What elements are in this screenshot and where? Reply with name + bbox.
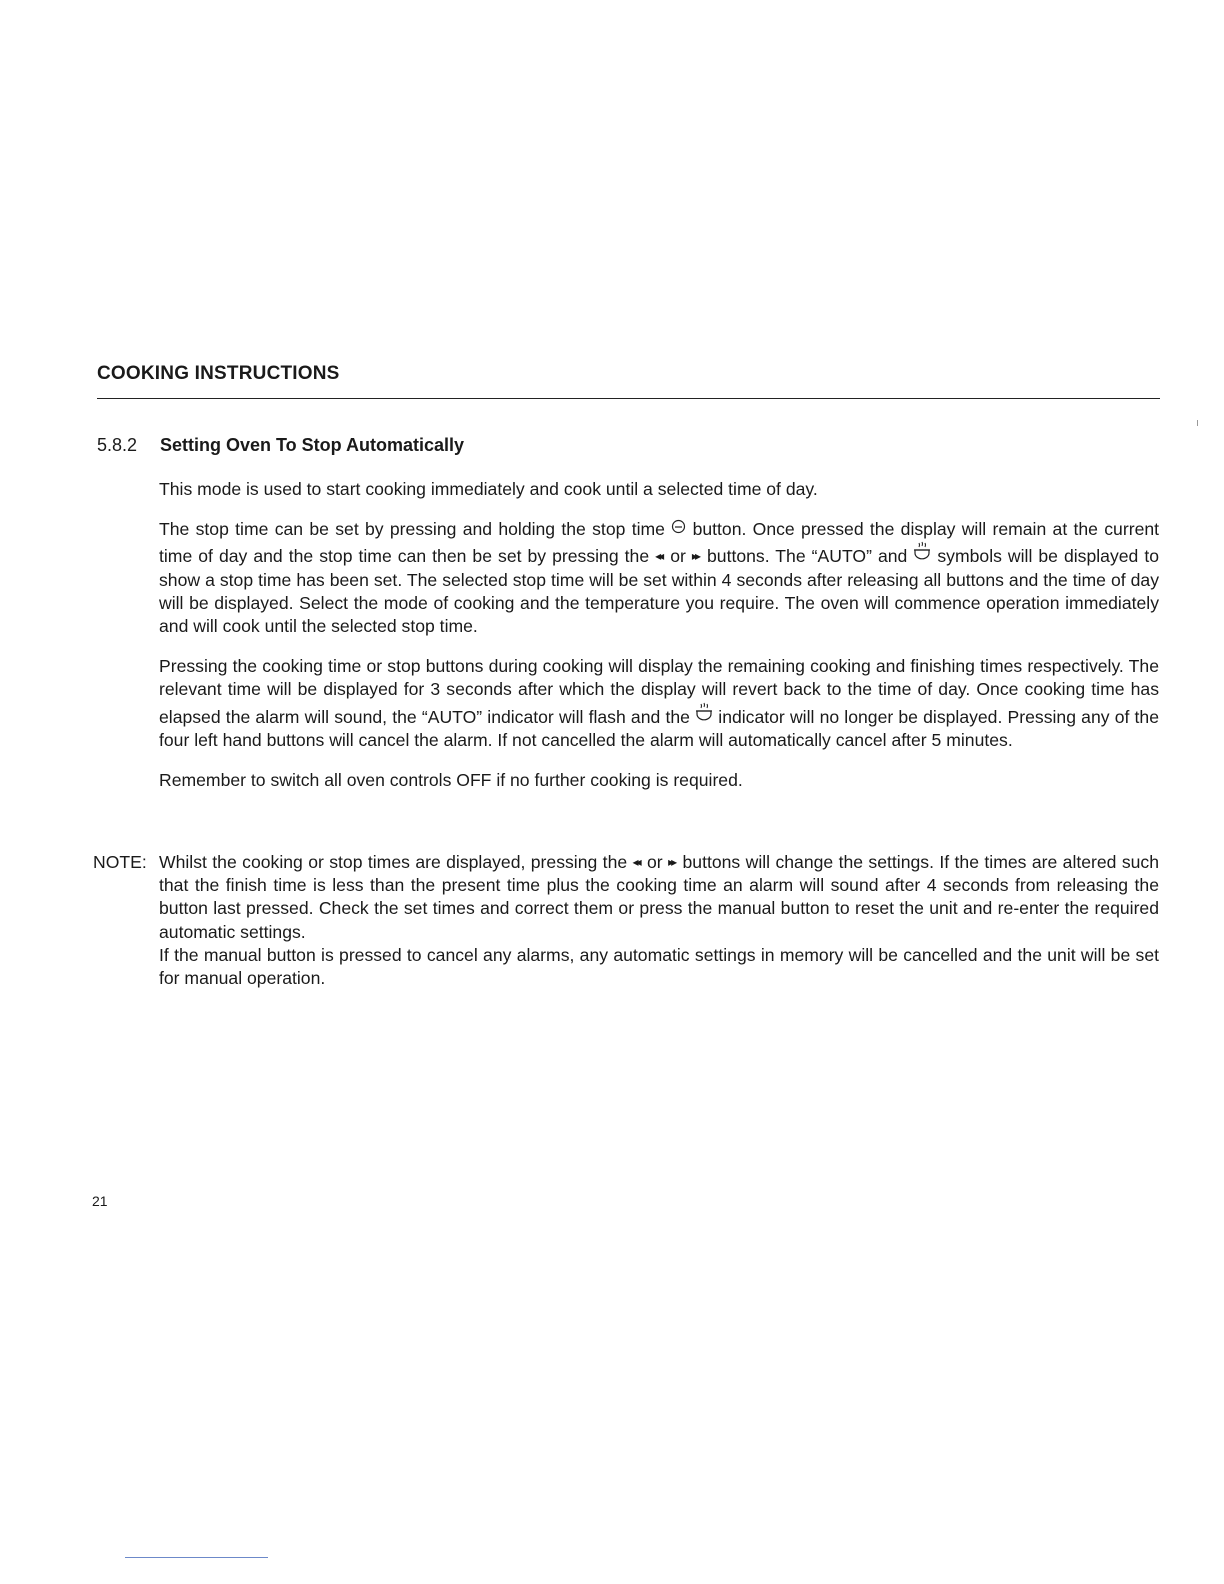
cooking-pot-icon bbox=[695, 702, 713, 729]
subsection-number: 5.8.2 bbox=[97, 435, 138, 455]
stop-time-icon bbox=[671, 518, 686, 541]
rewind-icon: ◂◂ bbox=[632, 855, 639, 869]
section-title: COOKING INSTRUCTIONS bbox=[97, 363, 340, 384]
subsection-title: Setting Oven To Stop Automatically bbox=[160, 435, 465, 455]
paragraph-during-cooking: Pressing the cooking time or stop buttons during cooking will display the remaining cooking and finishing times respectively. The relevant time will be displayed for 3 seconds after which the display will revert back to the time of day. Once cooking time has elapsed the alarm will sound, the “AUTO” indicator will flash and the indicator will no longer be displayed. Pressing any of the four left hand buttons will cancel the alarm. If not cancelled the alarm will automatically cancel after 5 minutes. bbox=[159, 656, 1160, 750]
note-paragraph-1: Whilst the cooking or stop times are displayed, pressing the ◂◂ or ▸▸ buttons will change the settings. If the times are altered such that the finish time is less than the present time plus the cooking time an alarm will sound after 4 seconds from releasing the button last pressed. Check the set times and correct them or press the manual button to reset the unit and re-enter the required automatic settings. bbox=[159, 852, 1160, 942]
paragraph-reminder: Remember to switch all oven controls OFF if no further cooking is required. bbox=[159, 770, 743, 791]
note-block bbox=[93, 851, 1159, 990]
forward-icon: ▸▸ bbox=[668, 855, 675, 869]
margin-tick bbox=[1197, 420, 1198, 426]
note-body bbox=[159, 851, 1159, 990]
subsection-heading bbox=[97, 434, 464, 456]
forward-icon: ▸▸ bbox=[691, 549, 698, 564]
note-paragraph-2: If the manual button is pressed to cancel any alarms, any automatic settings in memory will be cancelled and the unit will be set for manual operation. bbox=[159, 944, 1159, 989]
rewind-icon: ◂◂ bbox=[655, 549, 662, 564]
header-rule bbox=[97, 398, 1160, 399]
paragraph-intro: This mode is used to start cooking immediately and cook until a selected time of day. bbox=[159, 479, 818, 499]
note-label: NOTE: bbox=[93, 852, 147, 872]
page-number: 21 bbox=[92, 1193, 108, 1209]
cooking-pot-icon bbox=[913, 541, 931, 568]
paragraph-set-stop-time: The stop time can be set by pressing and holding the stop time button. Once pressed the display will remain at the current time of day and the stop time can then be set by pressing the ◂◂ or ▸▸ buttons. The “AUTO” and symbols will be displayed to show a stop time has been set. The selected stop time will be set within 4 seconds after releasing all buttons and the time of day will be displayed. Select the mode of cooking and the temperature you require. The oven will commence operation immediately and will cook until the selected stop time. bbox=[159, 519, 1160, 637]
bottom-line bbox=[125, 1557, 268, 1558]
body-text bbox=[159, 478, 1159, 809]
